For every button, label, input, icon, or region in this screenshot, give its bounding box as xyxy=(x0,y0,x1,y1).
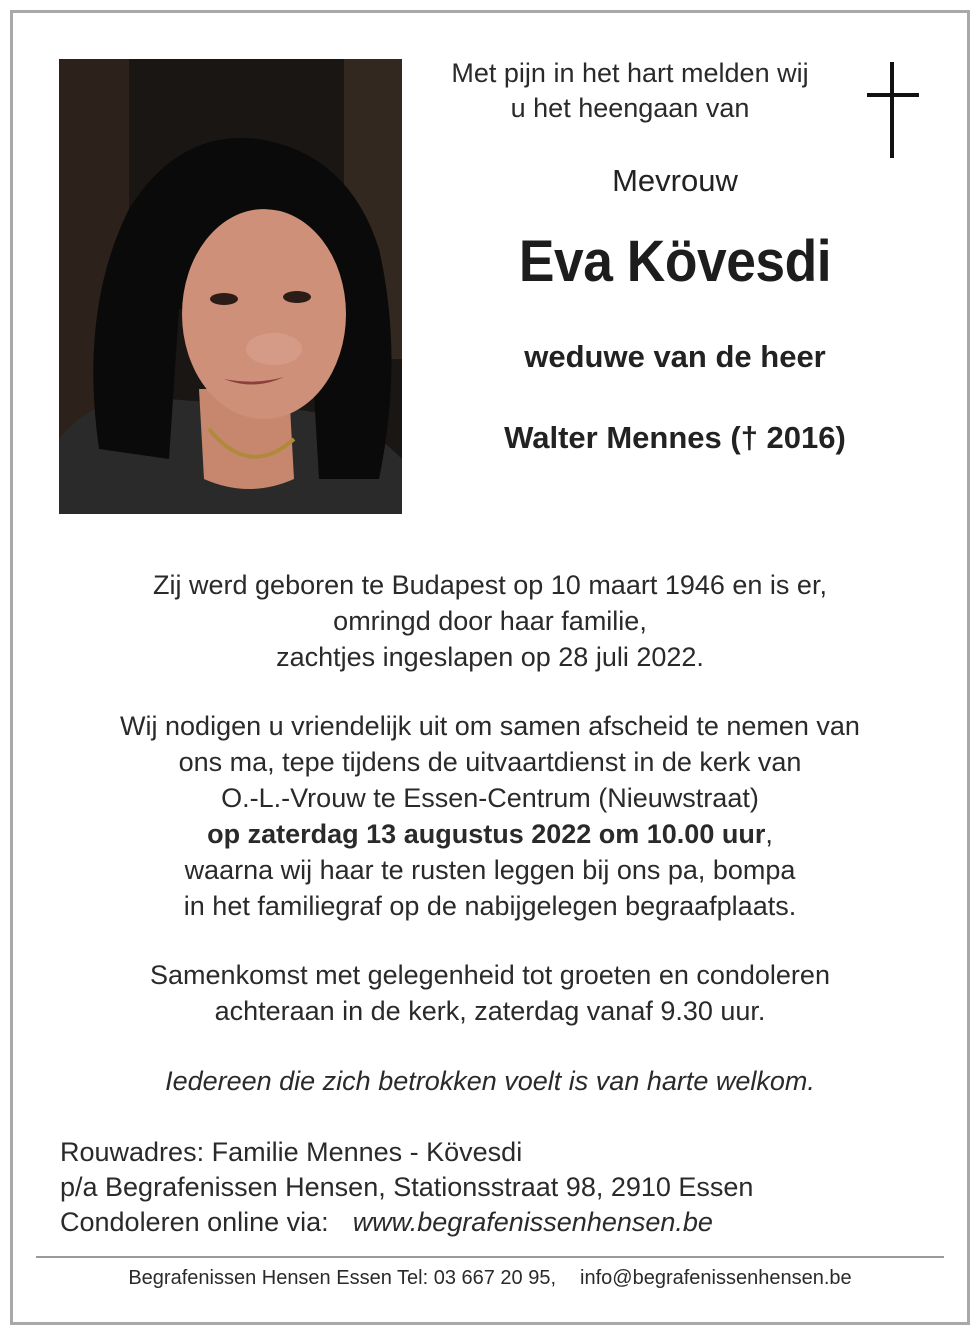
service-line-5: waarna wij haar te rusten leggen bij ons pa, bompa xyxy=(184,855,796,885)
footer-email-link[interactable]: info@begrafenissenhensen.be xyxy=(580,1267,852,1289)
birth-line-1: Zij werd geboren te Budapest op 10 maart 1946 en is er, xyxy=(153,570,827,600)
service-line-1: Wij nodigen u vriendelijk uit om samen afscheid te nemen van xyxy=(120,711,860,741)
address-line-2: p/a Begrafenissen Hensen, Stationsstraat 98, 2910 Essen xyxy=(60,1172,754,1202)
service-date-line xyxy=(40,816,940,852)
birth-line-3: zachtjes ingeslapen op 28 juli 2022. xyxy=(276,642,704,672)
husband-name: Walter Mennes († 2016) xyxy=(504,420,846,455)
birth-paragraph xyxy=(40,567,940,675)
service-line-6: in het familiegraf op de nabijgelegen begraafplaats. xyxy=(183,891,797,921)
service-line-3: O.-L.-Vrouw te Essen-Centrum (Nieuwstraat) xyxy=(221,783,759,813)
gathering-line-2: achteraan in de kerk, zaterdag vanaf 9.30 uur. xyxy=(214,996,766,1026)
footer-divider xyxy=(36,1256,944,1258)
condolence-label: Condoleren online via: xyxy=(60,1207,329,1237)
website-link[interactable]: www.begrafenissenhensen.be xyxy=(352,1207,713,1237)
honorific: Mevrouw xyxy=(612,163,738,198)
gathering-line-1: Samenkomst met gelegenheid tot groeten en condoleren xyxy=(150,960,830,990)
portrait-photo xyxy=(59,59,402,514)
mourning-address xyxy=(60,1135,940,1240)
gathering-paragraph xyxy=(40,957,940,1029)
condolence-line xyxy=(60,1205,940,1240)
cross-icon xyxy=(863,62,923,160)
welcome-text: Iedereen die zich betrokken voelt is van harte welkom. xyxy=(165,1066,815,1096)
widow-line: weduwe van de heer xyxy=(524,339,826,374)
deceased-name: Eva Kövesdi xyxy=(518,229,832,294)
portrait-illustration xyxy=(59,59,402,514)
address-line-1: Rouwadres: Familie Mennes - Kövesdi xyxy=(60,1137,523,1167)
service-line-2: ons ma, tepe tijdens de uitvaartdienst in de kerk van xyxy=(178,747,802,777)
intro-line-2: u het heengaan van xyxy=(510,93,750,123)
intro-line-1: Met pijn in het hart melden wij xyxy=(451,58,809,88)
service-paragraph xyxy=(40,708,940,924)
footer-company-phone: Begrafenissen Hensen Essen Tel: 03 667 20 95, xyxy=(128,1267,557,1289)
footer xyxy=(36,1267,944,1290)
service-date-suffix: , xyxy=(765,819,773,849)
intro-text xyxy=(410,56,850,126)
birth-line-2: omringd door haar familie, xyxy=(333,606,647,636)
service-date: op zaterdag 13 augustus 2022 om 10.00 uur xyxy=(207,819,766,849)
